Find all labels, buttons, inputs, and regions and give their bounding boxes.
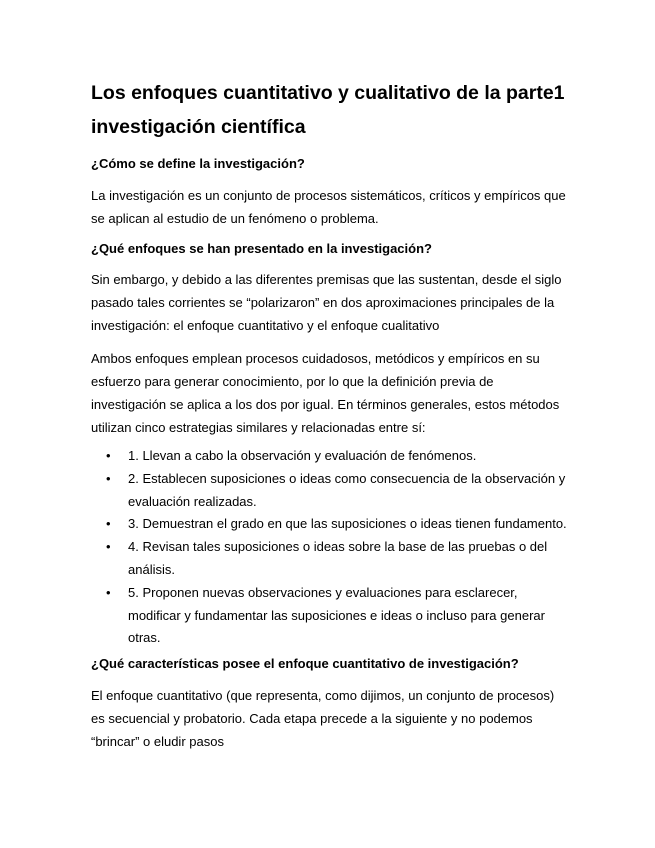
list-item <box>106 536 567 582</box>
heading-approaches: ¿Qué enfoques se han presentado en la investigación? <box>91 241 432 256</box>
list-item <box>106 513 567 536</box>
list-item-text: 3. Demuestran el grado en que las suposiciones o ideas tienen fundamento. <box>128 516 567 532</box>
bullet-icon: • <box>106 539 111 555</box>
list-item <box>106 582 567 650</box>
list-item-text: 2. Establecen suposiciones o ideas como consecuencia de la observación y evaluación realizadas. <box>128 470 566 509</box>
document-title: Los enfoques cuantitativo y cualitativo de la parte1 investigación científica <box>91 82 565 138</box>
paragraph-definition: La investigación es un conjunto de procesos sistemáticos, críticos y empíricos que se aplican al estudio de un fenómeno o problema. <box>91 188 566 226</box>
strategies-list <box>91 445 567 650</box>
bullet-icon: • <box>106 448 111 463</box>
bullet-icon: • <box>106 584 111 600</box>
paragraph-approaches-2: Ambos enfoques emplean procesos cuidadosos, metódicos y empíricos en su esfuerzo para generar conocimiento, por lo que la definición previa de investigación se aplica a los dos por igual. En términos generales, estos métodos utilizan cinco estrategias similares y relacionadas entre sí: <box>91 351 560 435</box>
paragraph-quantitative: El enfoque cuantitativo (que representa, como dijimos, un conjunto de procesos) es secuencial y probatorio. Cada etapa precede a la siguiente y no podemos “brincar” o eludir pasos <box>91 688 555 750</box>
list-item <box>106 445 567 468</box>
list-item <box>106 468 567 514</box>
heading-quantitative: ¿Qué características posee el enfoque cuantitativo de investigación? <box>91 656 519 672</box>
list-item-text: 1. Llevan a cabo la observación y evaluación de fenómenos. <box>128 448 477 463</box>
list-item-text: 4. Revisan tales suposiciones o ideas sobre la base de las pruebas o del análisis. <box>128 539 548 577</box>
heading-definition: ¿Cómo se define la investigación? <box>91 156 305 171</box>
bullet-icon: • <box>106 516 111 532</box>
bullet-icon: • <box>106 470 111 486</box>
list-item-text: 5. Proponen nuevas observaciones y evaluaciones para esclarecer, modificar y fundamentar las suposiciones e ideas o incluso para generar otras. <box>128 584 545 646</box>
paragraph-approaches-1: Sin embargo, y debido a las diferentes premisas que las sustentan, desde el siglo pasado tales corrientes se “polarizaron” en dos aproximaciones principales de la investigación: el enfoque cuantitativo y el enfoque cualitativo <box>91 272 562 333</box>
